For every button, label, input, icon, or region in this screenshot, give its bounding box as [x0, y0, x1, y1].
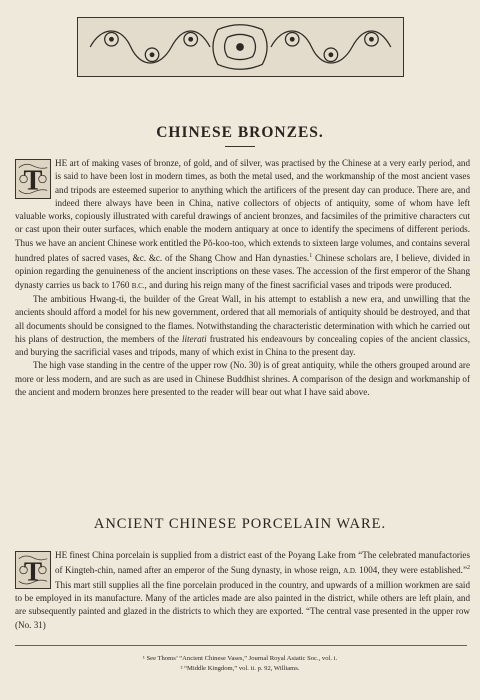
section-title-bronzes: CHINESE BRONZES. — [156, 124, 324, 141]
paragraph-1: HE art of making vases of bronze, of gold, and of silver, was practised by the Chinese at a very early period, and is said to have been lost in modern times, as both the metal used, and the workmanship of the most ancient vases and tripods are esteemed superior to anything which the artificers of the present day can produce. There are, and indeed there always have been in China, native collectors of objects of antiquity, some of whom have left valuable works, copiously illustrated with careful drawings of ancient bronzes, and facsimiles of the primitive characters cut or cast upon their outer surfaces, which enable the modern antiquary at once to identify the specimens of different periods. Thus we have an ancient Chinese work entitled the Pŏ-koo-too, which extends to sixteen large volumes, and contains several hundred plates of sacred vases, &c. &c. of the Shang Chow and Han dynasties. — [15, 158, 470, 264]
footnote-1: ¹ See Thoms’ “Ancient Chinese Vases,” Journal Royal Asiatic Soc., vol. i. — [142, 655, 338, 662]
svg-text:T: T — [23, 165, 43, 197]
title-underline — [225, 146, 255, 147]
section-body-bronzes: T HE art of making vases of bronze, of gold, and of silver, was practised by the Chinese at a very early period, and is said to have been lost in modern times, as both the metal used, and the workmanship of the most ancient vases and tripods are esteemed superior to anything which the artificers of the present day can produce. There are, and indeed there always have been in China, native collectors of objects of antiquity, some of whom have left valuable works, copiously illustrated with careful drawings of ancient bronzes, and facsimiles of the primitive characters cut or cast upon their outer surfaces, which enable the modern antiquary at once to identify the specimens of different periods. Thus we have an ancient Chinese work entitled the Pŏ-koo-too, which extends to sixteen large volumes, and contains several hundred plates of sacred vases, &c. &c. of the Shang Chow and Han dynasties.$^1$ Chinese scholars are, I believe, divided in opinion regarding the genuineness of the ancient inscriptions on these vases. The accession of the first emperor of the Shang dynasty carries us back to 1760 B.C., and during his reign many of the finest sacrificial vases and tripods were produced. The ambitious Hwang-ti, the builder of the Great Wall, in his attempt to establish a new era, and unwilling that the ancients should afford a model for his new government, ordered that all memorials of antiquity should be destroyed, and that all documents should be consigned to the flames. Notwithstanding the characteristic determination with which he carried out his plans of destruction, the members of the literati frustrated his endeavours by concealing copies of the ancient classics, and burying the sacrificial vases and tripods, many of which exist in China to the present day. The high vase standing in the centre of the upper row (No. 30) is of great antiquity, while the others grouped around are more or less modern, and are such as are used in Chinese Buddhist shrines. A comparison of the design and workmanship of the ancient and modern bronzes here presented to the reader will bear out what I have said above. — [15, 157, 470, 399]
paragraph-3: The high vase standing in the centre of the upper row (No. 30) is of great antiquity, while the others grouped around are more or less modern, and are such as are used in Chinese Buddhist shrines. A comparison of the design and workmanship of the ancient and modern bronzes here presented to the reader will bear out what I have said above. — [15, 360, 470, 398]
section-title-porcelain: ANCIENT CHINESE PORCELAIN WARE. — [93, 516, 387, 532]
section-body-porcelain: T HE finest China porcelain is supplied from a district east of the Poyang Lake from “The celebrated manufactories of Kingteh-chin, named after an emperor of the Sung dynasty, in whose reign, A.D. 1004, they were established.”$^2$ This mart still supplies all the fine porcelain produced in the country, and upwards of a million workmen are said to be employed in its manufacture. Many of the articles made are also painted in the district, while others are left plain, and are subsequently painted and glazed in the districts to which they are exported. “The central vase presented in the upper row (No. 31) — [15, 550, 470, 630]
footnote-divider — [15, 645, 467, 646]
footnote-2: ² “Middle Kingdom,” vol. ii. p. 92, Williams. — [180, 665, 300, 672]
paragraph-porcelain: HE finest China porcelain is supplied from a district east of the Poyang Lake from “The celebrated manufactories of Kingteh-chin, named after an emperor of the Sung dynasty, in whose reign, — [55, 550, 470, 576]
drop-cap-t — [15, 159, 51, 199]
paragraph-2: The ambitious Hwang-ti, the builder of the Great Wall, in his attempt to establish a new era, and unwilling that the ancients should afford a model for his new government, ordered that all memorials of antiquity should be destroyed, and that all documents should be consigned to the flames. Notwithstanding the characteristic determination with which he carried out his plans of destruction, the members of the literati frustrated his endeavours by concealing copies of the ancient classics, and burying the sacrificial vases and tripods, many of which exist in China to the present day. — [15, 294, 470, 358]
ornamental-header-banner — [77, 17, 404, 77]
floral-scroll-icon — [78, 18, 403, 76]
drop-cap-t — [15, 551, 51, 589]
svg-text:T: T — [23, 556, 43, 587]
